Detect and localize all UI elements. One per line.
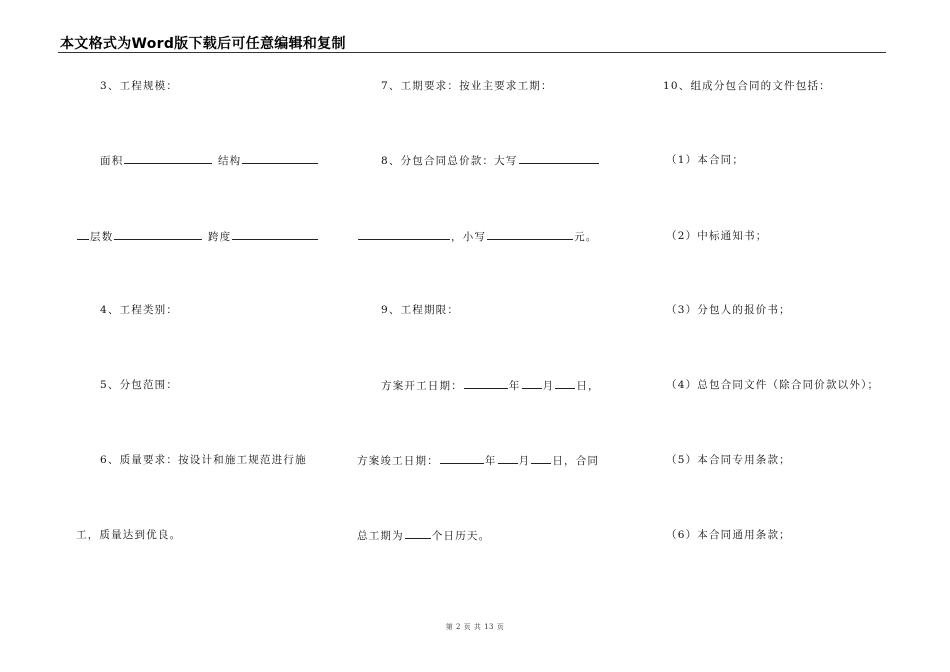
- completion-year-label: 年: [484, 455, 497, 467]
- floors-prefix-blank[interactable]: [77, 229, 89, 240]
- clause-8-price-line: [381, 153, 600, 168]
- span-label: 跨度: [207, 231, 232, 243]
- clause-4-category: 4、工程类别：: [100, 304, 179, 316]
- area-label: 面积: [100, 155, 124, 167]
- start-year-label: 年: [508, 380, 521, 392]
- clause-3-scale: 3、工程规模：: [100, 80, 179, 92]
- completion-month-label: 月: [518, 455, 531, 467]
- area-structure-line: [100, 153, 319, 168]
- clause-6-quality-cont: 工，质量达到优良。: [76, 529, 182, 541]
- start-month-label: 月: [542, 380, 555, 392]
- clause-9-duration: 9、工程期限：: [381, 304, 460, 316]
- doc-item-5: （5）本合同专用条款；: [666, 454, 791, 466]
- floors-span-line: [76, 229, 319, 244]
- start-year-blank[interactable]: [464, 378, 508, 389]
- doc-item-3: （3）分包人的报价书；: [666, 304, 791, 316]
- page-header-title: 本文格式为Word版下载后可任意编辑和复制: [60, 36, 346, 52]
- completion-date-line: [357, 453, 599, 468]
- start-date-line: [381, 378, 600, 393]
- doc-item-4: （4）总包合同文件（除合同价款以外）；: [666, 379, 880, 391]
- structure-blank[interactable]: [242, 153, 318, 164]
- price-capital-cont-blank[interactable]: [358, 229, 450, 240]
- price-capital-label: 8、分包合同总价款：大写: [381, 155, 518, 167]
- total-duration-line: [357, 528, 490, 543]
- clause-7-schedule: 7、工期要求：按业主要求工期：: [381, 80, 553, 92]
- completion-day-label: 日，合同: [552, 455, 600, 467]
- floors-label: 层数: [90, 231, 114, 243]
- doc-item-2: （2）中标通知书；: [666, 230, 768, 242]
- completion-day-blank[interactable]: [531, 453, 551, 464]
- span-blank[interactable]: [232, 229, 318, 240]
- completion-month-blank[interactable]: [498, 453, 518, 464]
- page-number: 第 2 页 共 13 页: [445, 623, 505, 631]
- start-date-label: 方案开工日期：: [381, 380, 463, 392]
- completion-date-label: 方案竣工日期：: [357, 455, 439, 467]
- clause-5-scope: 5、分包范围：: [100, 379, 179, 391]
- start-day-label: 日，: [576, 380, 600, 392]
- total-duration-label: 总工期为: [357, 530, 404, 542]
- area-blank[interactable]: [124, 153, 212, 164]
- start-day-blank[interactable]: [555, 378, 575, 389]
- start-month-blank[interactable]: [522, 378, 542, 389]
- price-small-line: [357, 229, 598, 244]
- doc-item-6: （6）本合同通用条款；: [666, 529, 791, 541]
- doc-item-1: （1）本合同；: [666, 154, 745, 166]
- price-small-label: ，小写: [451, 231, 487, 243]
- floors-blank[interactable]: [114, 229, 202, 240]
- header-divider: [58, 52, 886, 53]
- clause-6-quality: 6、质量要求：按设计和施工规范进行施: [100, 454, 307, 466]
- calendar-days-label: 个日历天。: [431, 530, 491, 542]
- total-days-blank[interactable]: [405, 528, 431, 539]
- completion-year-blank[interactable]: [440, 453, 484, 464]
- yuan-suffix: 元。: [574, 231, 598, 243]
- price-small-blank[interactable]: [487, 229, 573, 240]
- structure-label: 结构: [217, 155, 242, 167]
- clause-10-documents: 10、组成分包合同的文件包括：: [663, 80, 831, 92]
- price-capital-blank[interactable]: [519, 153, 599, 164]
